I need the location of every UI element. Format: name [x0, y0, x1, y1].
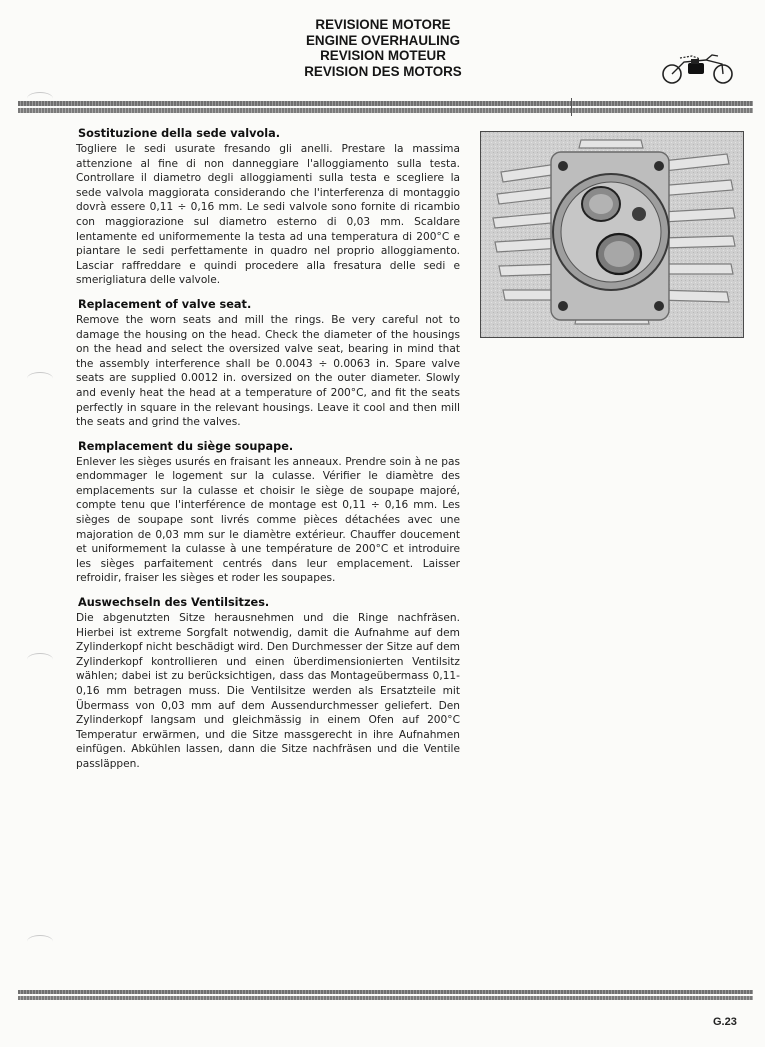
section-english	[76, 297, 460, 430]
section-heading: Sostituzione della sede valvola.	[78, 127, 281, 140]
section-body: Enlever les sièges usurés en fraisant les anneaux. Prendre soin à ne pas endommager le logement sur la culasse. Vérifier le diamètre des emplacements sur la culasse et choisir le siège de soupape majoré, compte tenu que l'interférence de montage est 0,11 ÷ 0,16 mm. Les sièges de soupape sont livrés comme pièces détachées avec une majoration de 0,03 mm sur le diamètre extérieur. Chauffer doucement et uniformement la culasse à une température de 200°C et introduire les sièges parfaitement centrés dans leur emplacement. Laisser refroidir, fraiser les sièges et roder les soupapes.	[76, 455, 460, 585]
top-divider	[18, 101, 753, 115]
page-header	[250, 17, 516, 79]
text-column	[76, 126, 460, 781]
header-title-fr: REVISION MOTEUR	[320, 48, 446, 63]
section-french	[76, 439, 460, 586]
section-heading: Replacement of valve seat.	[78, 297, 252, 311]
binder-hole-mark	[27, 372, 53, 385]
section-german	[76, 595, 460, 772]
binder-hole-mark	[27, 92, 53, 105]
binder-hole-mark	[27, 653, 53, 666]
section-body: Togliere le sedi usurate fresando gli anelli. Prestare la massima attenzione al fine di non danneggiare l'alloggiamento sulla testa. Controllare il diametro degli alloggiamenti sulla testa e scegliere la sede valvola maggiorata considerando che l'interferenza di montaggio dovrà essere 0,11 ÷ 0,16 mm. Le sedi valvole sono fornite di ricambio con maggiorazione sul diametro esterno di 0,03 mm. Scaldare lentamente ed uniformemente la testa ad una temperatura di 200°C e piantare le sedi perfettamente in quadro nel proprio alloggiamento. Lasciar raffreddare e quindi procedere alla fresatura delle sedi e smerigliatura delle valvole.	[76, 143, 460, 287]
header-title-de: REVISION DES MOTORS	[304, 63, 462, 79]
section-body: Die abgenutzten Sitze herausnehmen und die Ringe nachfräsen. Hierbei ist extreme Sorgfalt notwendig, damit die Aufnahme auf dem Zylinderkopf nicht beschädigt wird. Den Durchmesser der Sitze auf dem Zylinderkopf kontrollieren und einen überdimensionierten Ventilsitz wählen; dabei ist zu berücksichtigen, dass das Montageübermass 0,11-0,16 mm betragen muss. Die Ventilsitze werden als Ersatzteile mit Übermass von 0,03 mm auf dem Aussendurchmesser geliefert. Den Zylinderkopf langsam und gleichmässig in einem Ofen auf 200°C Temperatur erwärmen, und die Sitze massgerecht in ihre Aufnahmen einfügen. Abkühlen lassen, dann die Sitze nachfräsen und die Ventile passläppen.	[76, 612, 460, 770]
page-number: G.23	[713, 1016, 737, 1028]
motorcycle-engine-icon	[662, 50, 734, 86]
section-heading: Remplacement du siège soupape.	[78, 439, 294, 453]
section-body: Remove the worn seats and mill the rings. Be very careful not to damage the housing on the head. Check the diameter of the housings on the head and select the oversized valve seat, bearing in mind that the assembly interference shall be 0.0043 ÷ 0.0063 in. Spare valve seats are supplied 0.0012 in. oversized on the outer diameter. Slowly and evenly heat the head at a temperature of 200°C, and fit the seats perfectly in square in the relevant housings. Leave it cool and then mill the seats and grind the valves.	[76, 313, 460, 429]
cylinder-head-photo	[480, 131, 744, 338]
section-heading: Auswechseln des Ventilsitzes.	[78, 596, 270, 610]
bottom-divider	[18, 990, 753, 1001]
section-italian	[76, 126, 460, 288]
header-title-en: ENGINE OVERHAULING	[305, 32, 460, 48]
header-title-it: REVISIONE MOTORE	[315, 17, 451, 32]
binder-hole-mark	[27, 935, 53, 948]
